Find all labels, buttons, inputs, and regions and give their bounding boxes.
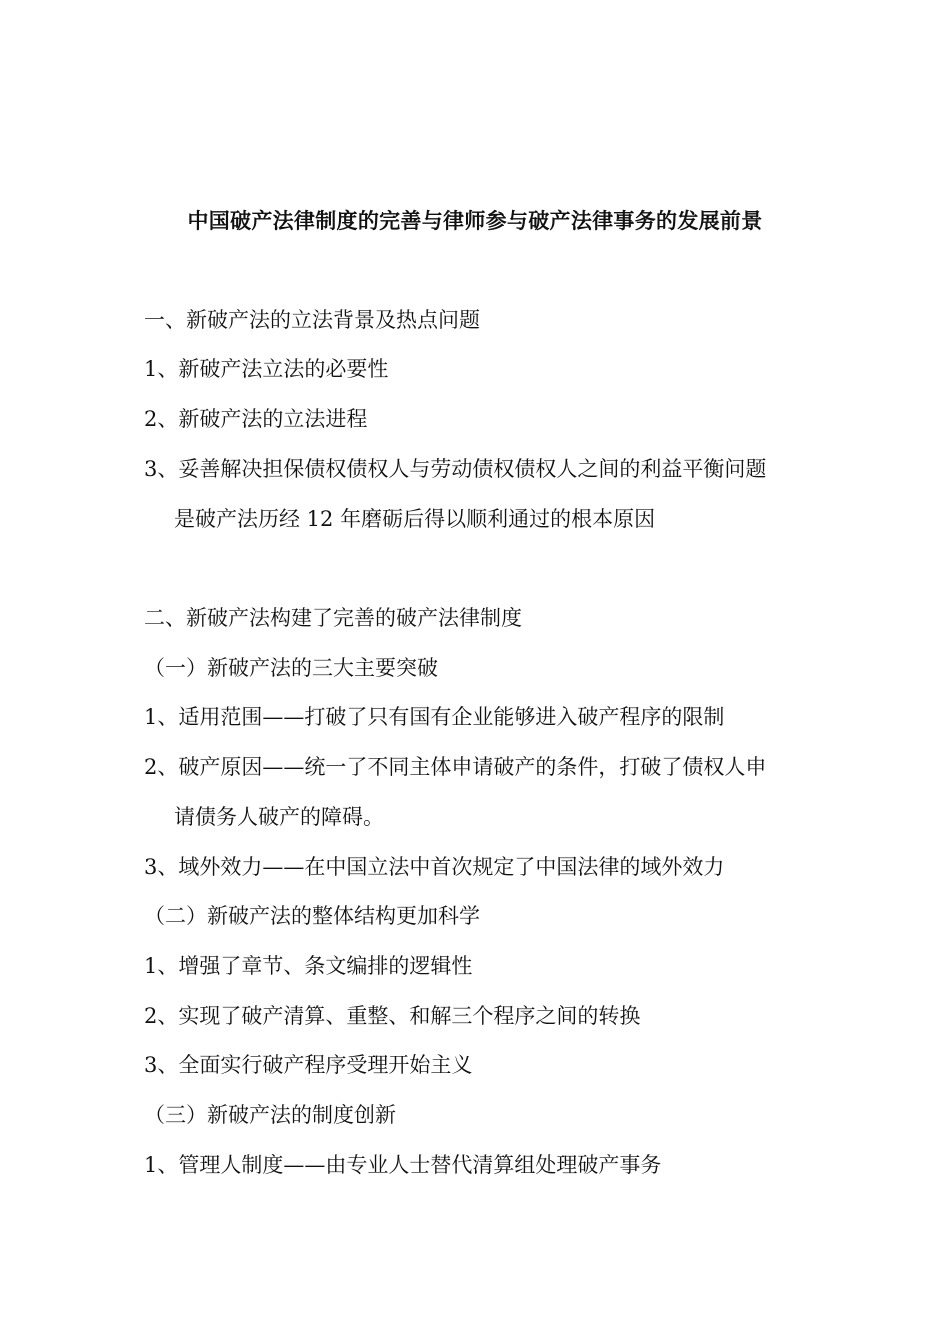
section2-sub1-item-1: 1、适用范围——打破了只有国有企业能够进入破产程序的限制 xyxy=(144,705,725,729)
section2-sub2-item-3: 3、全面实行破产程序受理开始主义 xyxy=(144,1053,473,1077)
section2-sub3-heading: （三）新破产法的制度创新 xyxy=(144,1103,396,1127)
section2-sub1-heading: （一）新破产法的三大主要突破 xyxy=(144,656,438,680)
section2-sub1-item-2-line-2: 请债务人破产的障碍。 xyxy=(174,805,384,829)
section2-sub3-item-1: 1、管理人制度——由专业人士替代清算组处理破产事务 xyxy=(144,1153,662,1177)
section1-item-2: 2、新破产法的立法进程 xyxy=(144,407,368,431)
section1-item-1: 1、新破产法立法的必要性 xyxy=(144,357,389,381)
section1-item-3-line-2: 是破产法历经 12 年磨砺后得以顺利通过的根本原因 xyxy=(174,507,656,531)
section2-sub1-item-2-line-1: 2、破产原因——统一了不同主体申请破产的条件，打破了债权人申 xyxy=(144,755,767,779)
section1-item-3-line-1: 3、妥善解决担保债权债权人与劳动债权债权人之间的利益平衡问题 xyxy=(144,457,767,481)
section2-heading: 二、新破产法构建了完善的破产法律制度 xyxy=(144,606,522,630)
section1-heading: 一、新破产法的立法背景及热点问题 xyxy=(144,308,480,332)
section2-sub1-item-3: 3、域外效力——在中国立法中首次规定了中国法律的域外效力 xyxy=(144,855,725,879)
section2-sub2-item-1: 1、增强了章节、条文编排的逻辑性 xyxy=(144,954,473,978)
document-title: 中国破产法律制度的完善与律师参与破产法律事务的发展前景 xyxy=(187,208,763,233)
section2-sub2-heading: （二）新破产法的整体结构更加科学 xyxy=(144,904,480,928)
section2-sub2-item-2: 2、实现了破产清算、重整、和解三个程序之间的转换 xyxy=(144,1004,641,1028)
